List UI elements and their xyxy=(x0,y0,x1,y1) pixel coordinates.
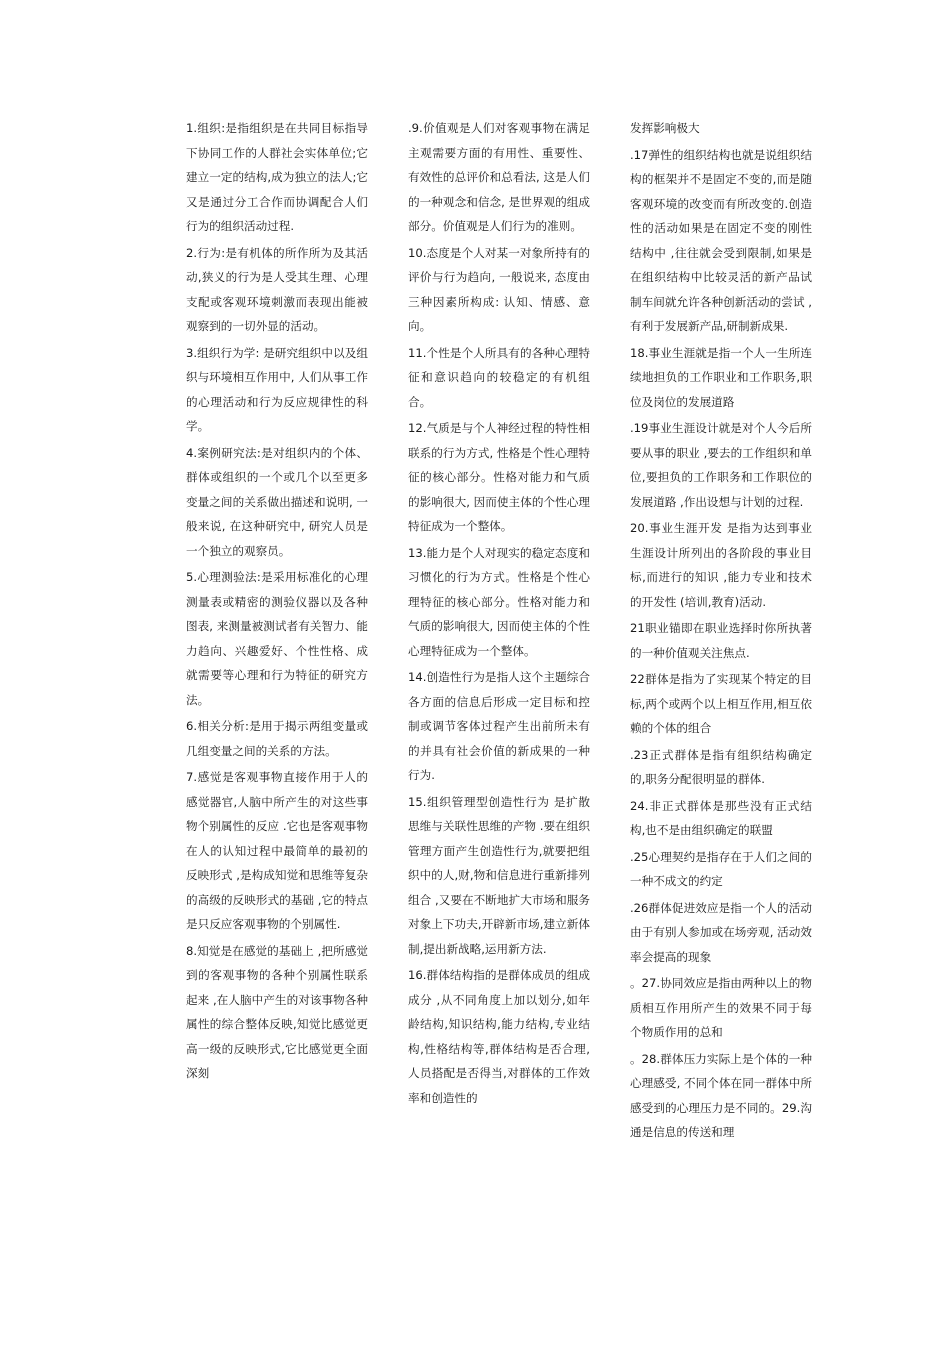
definition-entry: 8.知觉是在感觉的基础上 ,把所感觉到的客观事物的各种个别属性联系起来 ,在人脑中产生的对该事物各种属性的综合整体反映,知觉比感觉更高一级的反映形式,它比感觉更全面深刻 xyxy=(186,943,368,1080)
definition-entry: .17弹性的组织结构也就是说组织结构的框架并不是固定不变的,而是随客观环境的改变而有所改变的.创造性的活动如果是在固定不变的刚性结构中 ,往往就会受到限制,如果是在组织结构中比较灵活的新产品试制车间就允许各种创新活动的尝试 ,有利于发展新产品,研制新成果. xyxy=(630,147,812,333)
definition-entry: 21职业锚即在职业选择时你所执著的一种价值观关注焦点. xyxy=(630,621,812,660)
definition-entry: 11.个性是个人所具有的各种心理特征和意识趋向的较稳定的有机组合。 xyxy=(408,345,590,409)
definition-entry: 24.非正式群体是那些没有正式结构,也不是由组织确定的联盟 xyxy=(630,798,812,837)
definition-entry: 。27.协同效应是指由两种以上的物质相互作用所产生的效果不同于每个物质作用的总和 xyxy=(630,976,812,1039)
text-column-2 xyxy=(408,116,590,1112)
definition-entry: .9.价值观是人们对客观事物在满足主观需要方面的有用性、重要性、有效性的总评价和总看法, 这是人们的一种观念和信念, 是世界观的组成部分。价值观是人们行为的准则。 xyxy=(408,121,590,233)
definition-entry: 6.相关分析:是用于揭示两组变量或几组变量之间的关系的方法。 xyxy=(186,719,368,758)
text-column-3 xyxy=(630,116,812,1147)
definition-entry: 22群体是指为了实现某个特定的目标,两个或两个以上相互作用,相互依赖的个体的组合 xyxy=(630,672,812,735)
definition-entry: .19事业生涯设计就是对个人今后所要从事的职业 ,要去的工作组织和单位,要担负的工作职务和工作职位的发展道路 ,作出设想与计划的过程. xyxy=(630,421,812,509)
definition-entry: 12.气质是与个人神经过程的特性相联系的行为方式, 性格是个性心理特征的核心部分。性格对能力和气质的影响很大, 因而使主体的个性心理特征成为一个整体。 xyxy=(408,421,590,533)
definition-entry: .25心理契约是指存在于人们之间的一种不成文的约定 xyxy=(630,849,812,888)
definition-entry: 。28.群体压力实际上是个体的一种心理感受, 不同个体在同一群体中所感受到的心理压力是不同的。29.沟通是信息的传送和理 xyxy=(630,1051,812,1139)
definition-entry: 15.组织管理型创造性行为 是扩散思维与关联性思维的产物 .要在组织管理方面产生创造性行为,就要把组织中的人,财,物和信息进行重新排列组合 ,又要在不断地扩大市场和服务对象上下功夫,开辟新市场,建立新体制,提出新战略,运用新方法. xyxy=(408,794,590,956)
definition-entry: 5.心理测验法:是采用标准化的心理测量表或精密的测验仪器以及各种图表, 来测量被测试者有关智力、能力趋向、兴趣爱好、个性性格、成就需要等心理和行为特征的研究方法。 xyxy=(186,570,368,707)
definition-entry: 20.事业生涯开发 是指为达到事业生涯设计所列出的各阶段的事业目标,而进行的知识 ,能力专业和技术的开发性 (培训,教育)活动. xyxy=(630,521,812,609)
definition-entry: 16.群体结构指的是群体成员的组成成分 ,从不同角度上加以划分,如年龄结构,知识结构,能力结构,专业结构,性格结构等,群体结构是否合理,人员搭配是否得当,对群体的工作效率和创造性的 xyxy=(408,968,590,1105)
definition-entry: 3.组织行为学: 是研究组织中以及组织与环境相互作用中, 人们从事工作的心理活动和行为反应规律性的科学。 xyxy=(186,345,368,433)
text-column-1 xyxy=(186,116,368,1088)
definition-entry: 发挥影响极大 xyxy=(630,121,700,135)
definition-entry: 1.组织:是指组织是在共同目标指导下协同工作的人群社会实体单位;它建立一定的结构,成为独立的法人;它又是通过分工合作而协调配合人们行为的组织活动过程. xyxy=(186,121,368,233)
definition-entry: .23正式群体是指有组织结构确定的,职务分配很明显的群体. xyxy=(630,747,812,786)
definition-entry: .26群体促进效应是指一个人的活动由于有别人参加或在场旁观, 活动效率会提高的现象 xyxy=(630,900,812,964)
definition-entry: 4.案例研究法:是对组织内的个体、群体或组织的一个或几个以至更多变量之间的关系做出描述和说明, 一般来说, 在这种研究中, 研究人员是一个独立的观察员。 xyxy=(186,445,368,558)
definition-entry: 13.能力是个人对现实的稳定态度和习惯化的行为方式。性格是个性心理特征的核心部分。性格对能力和气质的影响很大, 因而使主体的个性心理特征成为一个整体。 xyxy=(408,545,590,658)
definition-entry: 10.态度是个人对某一对象所持有的评价与行为趋向, 一般说来, 态度由三种因素所构成: 认知、情感、意向。 xyxy=(408,245,590,333)
definition-entry: 18.事业生涯就是指一个人一生所连续地担负的工作职业和工作职务,职位及岗位的发展道路 xyxy=(630,345,812,409)
definition-entry: 2.行为:是有机体的所作所为及其活动,狭义的行为是人受其生理、心理支配或客观环境刺激而表现出能被观察到的一切外显的活动。 xyxy=(186,245,368,333)
definition-entry: 14.创造性行为是指人这个主题综合各方面的信息后形成一定目标和控制或调节客体过程产生出前所未有的并具有社会价值的新成果的一种行为. xyxy=(408,670,590,782)
definition-entry: 7.感觉是客观事物直接作用于人的感觉器官,人脑中所产生的对这些事物个别属性的反应 .它也是客观事物在人的认知过程中最简单的最初的反映形式 ,是构成知觉和思维等复杂的高级的反映形式的基础 ,它的特点是只反应客观事物的个别属性. xyxy=(186,770,368,931)
